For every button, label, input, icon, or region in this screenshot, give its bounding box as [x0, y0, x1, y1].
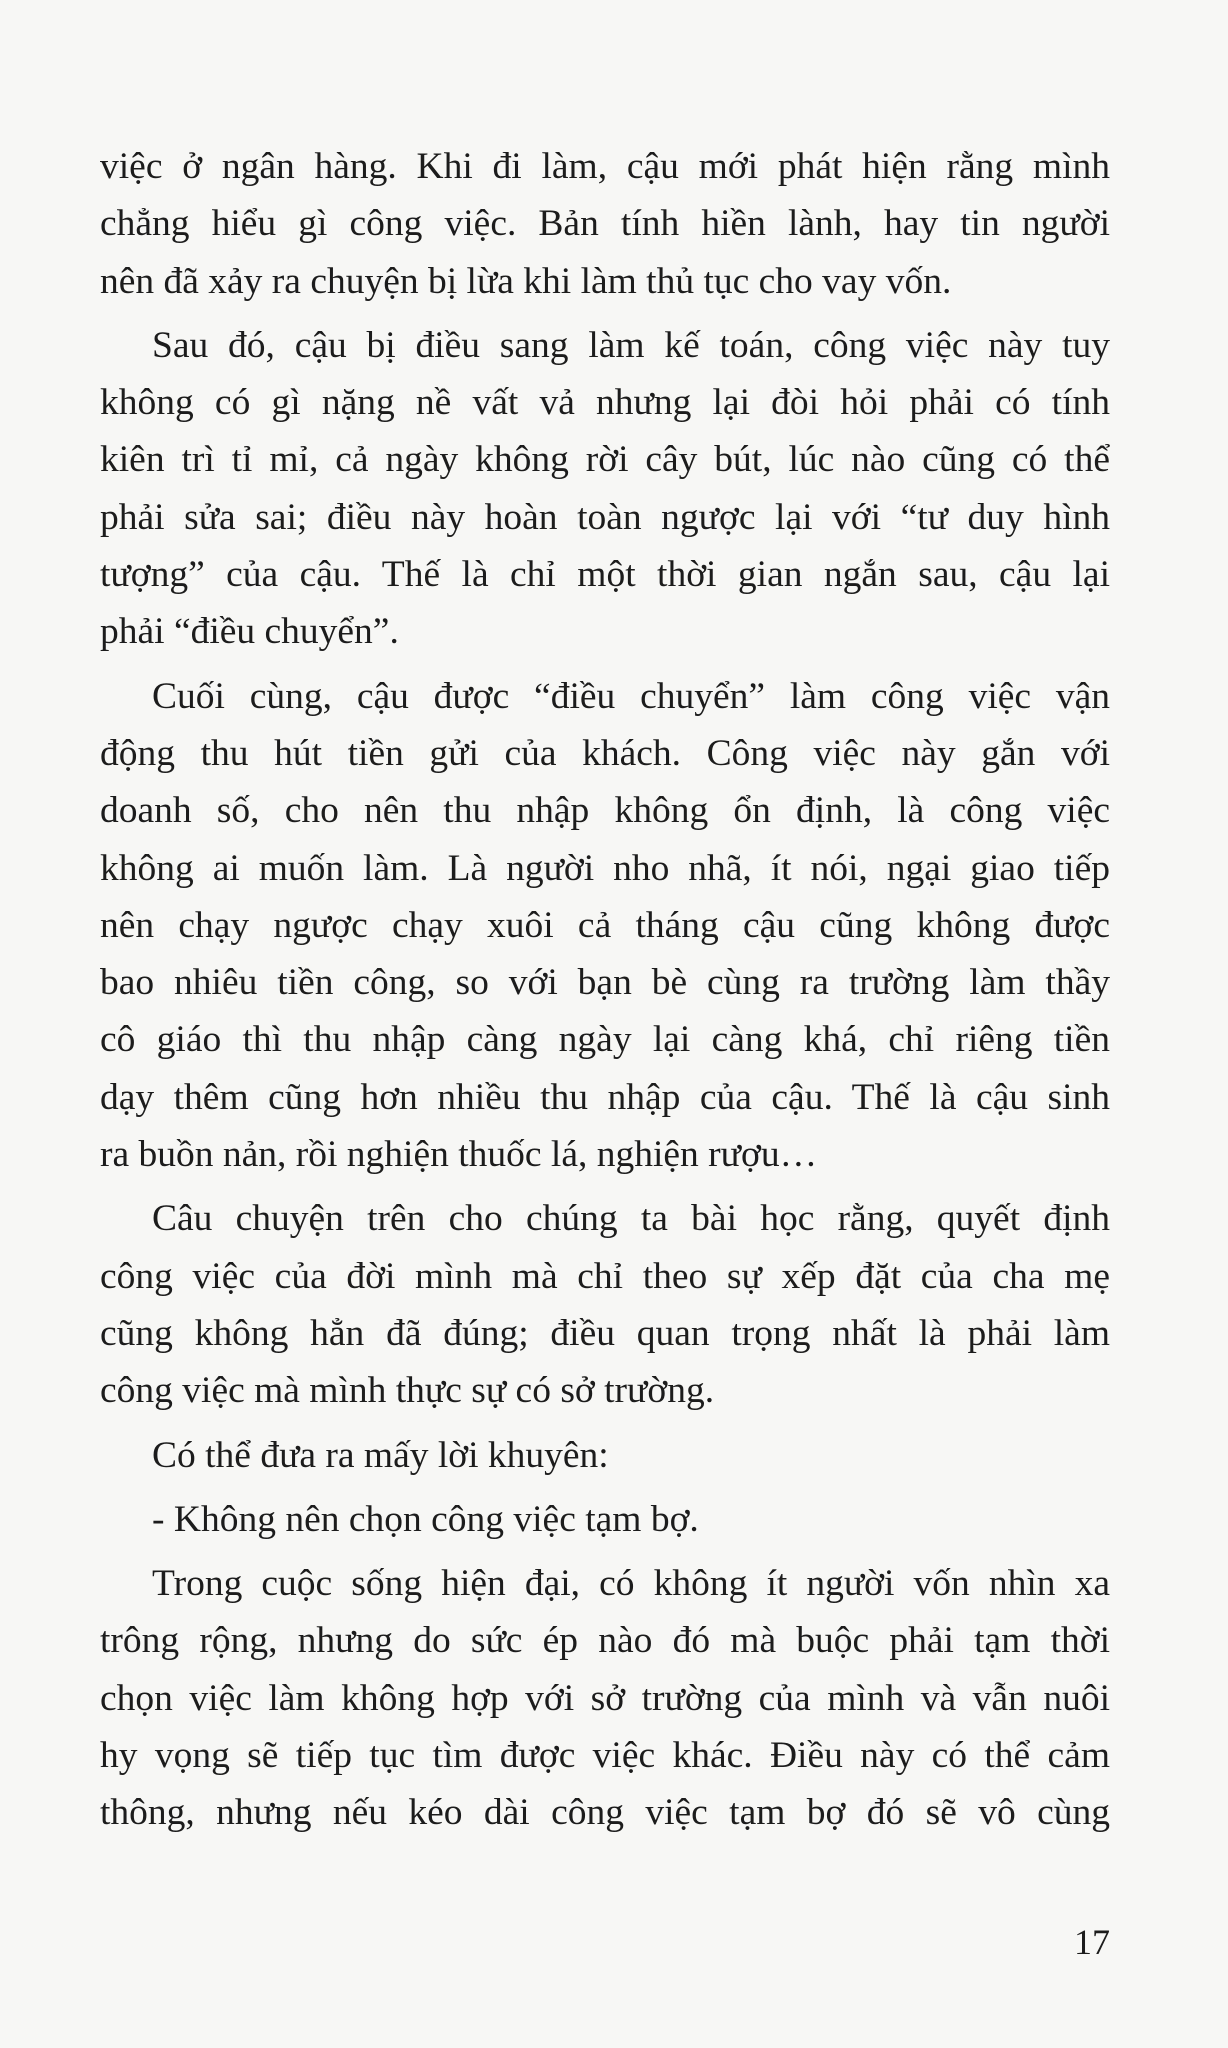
text-line: nên đã xảy ra chuyện bị lừa khi làm thủ tục cho vay vốn. [100, 260, 952, 302]
text-line: Trong cuộc sống hiện đại, có không ít người vốn nhìn xa [152, 1563, 1110, 1605]
text-line: động thu hút tiền gửi của khách. Công việc này gắn với [100, 732, 1110, 774]
text-line: - Không nên chọn công việc tạm bợ. [152, 1498, 699, 1540]
text-line: Sau đó, cậu bị điều sang làm kế toán, công việc này tuy [152, 324, 1110, 366]
text-line: công việc của đời mình mà chỉ theo sự xếp đặt của cha mẹ [100, 1255, 1110, 1297]
paragraph [100, 1427, 1110, 1484]
text-line: phải sửa sai; điều này hoàn toàn ngược lại với “tư duy hình [100, 496, 1110, 538]
text-line: thông, nhưng nếu kéo dài công việc tạm bợ đó sẽ vô cùng [100, 1792, 1110, 1834]
paragraph [100, 317, 1110, 661]
paragraph [100, 1555, 1110, 1841]
text-line: dạy thêm cũng hơn nhiều thu nhập của cậu. Thế là cậu sinh [100, 1076, 1110, 1118]
book-page-text [100, 138, 1110, 1849]
text-line: bao nhiêu tiền công, so với bạn bè cùng ra trường làm thầy [100, 962, 1110, 1004]
text-line: chọn việc làm không hợp với sở trường của mình và vẫn nuôi [100, 1677, 1110, 1719]
page-number: 17 [1074, 1922, 1110, 1962]
text-line: không có gì nặng nề vất vả nhưng lại đòi hỏi phải có tính [100, 382, 1110, 424]
text-line: ra buồn nản, rồi nghiện thuốc lá, nghiện rượu… [100, 1134, 818, 1176]
text-line: Câu chuyện trên cho chúng ta bài học rằng, quyết định [152, 1198, 1110, 1240]
text-line: công việc mà mình thực sự có sở trường. [100, 1370, 715, 1412]
text-line: trông rộng, nhưng do sức ép nào đó mà buộc phải tạm thời [100, 1620, 1110, 1662]
paragraph [100, 1491, 1110, 1548]
paragraph [100, 1190, 1110, 1419]
text-line: cũng không hẳn đã đúng; điều quan trọng nhất là phải làm [100, 1312, 1110, 1354]
text-line: doanh số, cho nên thu nhập không ổn định, là công việc [100, 790, 1110, 832]
text-line: Có thể đưa ra mấy lời khuyên: [152, 1434, 609, 1476]
paragraph [100, 668, 1110, 1184]
paragraph [100, 138, 1110, 310]
text-line: không ai muốn làm. Là người nho nhã, ít nói, ngại giao tiếp [100, 847, 1110, 889]
text-line: hy vọng sẽ tiếp tục tìm được việc khác. Điều này có thể cảm [100, 1735, 1110, 1777]
text-line: tượng” của cậu. Thế là chỉ một thời gian ngắn sau, cậu lại [100, 554, 1110, 596]
text-line: cô giáo thì thu nhập càng ngày lại càng khá, chỉ riêng tiền [100, 1019, 1110, 1061]
text-line: nên chạy ngược chạy xuôi cả tháng cậu cũng không được [100, 904, 1110, 946]
text-line: việc ở ngân hàng. Khi đi làm, cậu mới phát hiện rằng mình [100, 146, 1110, 187]
text-line: phải “điều chuyển”. [100, 611, 399, 653]
text-line: Cuối cùng, cậu được “điều chuyển” làm công việc vận [152, 675, 1110, 717]
text-line: kiên trì tỉ mỉ, cả ngày không rời cây bút, lúc nào cũng có thể [100, 439, 1110, 481]
text-line: chẳng hiểu gì công việc. Bản tính hiền lành, hay tin người [100, 203, 1110, 245]
